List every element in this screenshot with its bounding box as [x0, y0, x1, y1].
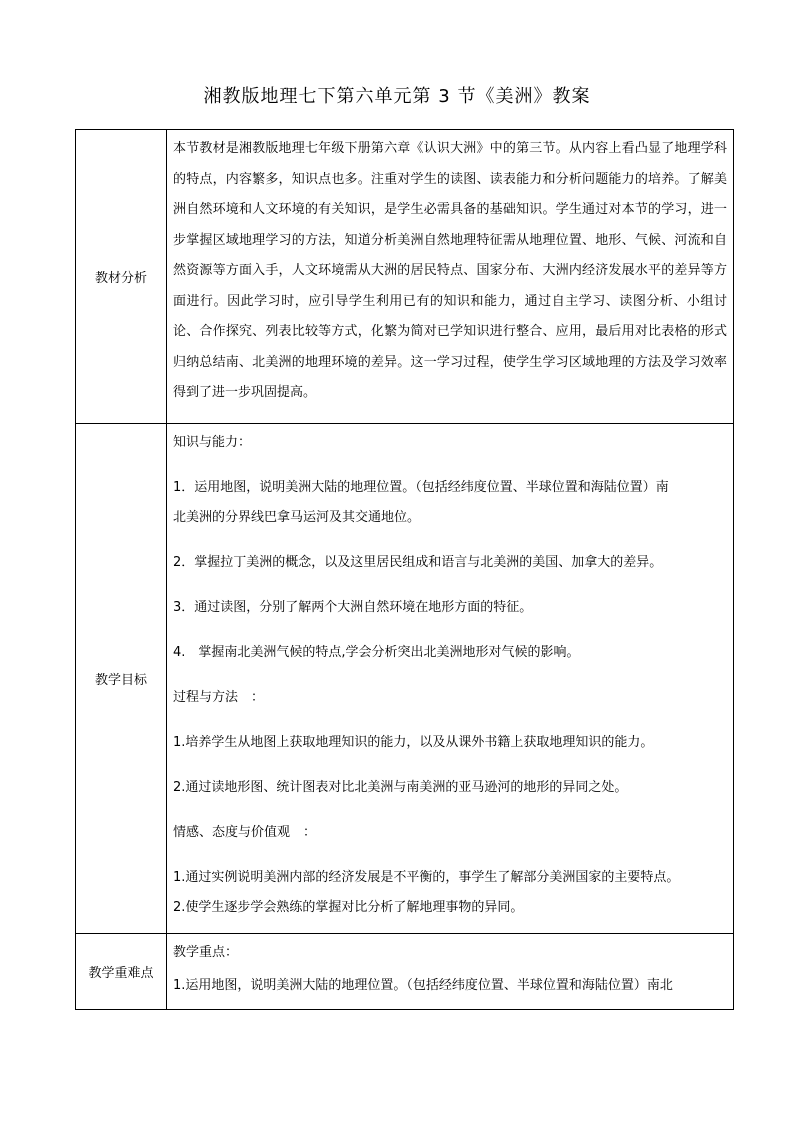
- analysis-content: [167, 130, 734, 424]
- process-item-1: 1.培养学生从地图上获取地理知识的能力，以及从课外书籍上获取地理知识的能力。: [173, 735, 654, 750]
- table-row-keypoints: [76, 934, 734, 1010]
- keypoints-item-1: 1.运用地图，说明美洲大陆的地理位置。（包括经纬度位置、半球位置和海陆位置）南北: [173, 978, 673, 993]
- objectives-content: [167, 424, 734, 934]
- document-title: 湘教版地理七下第六单元第 3 节《美洲》教案: [203, 86, 591, 107]
- process-heading: 过程与方法 ：: [173, 690, 265, 705]
- lesson-plan-table: [75, 129, 734, 1010]
- process-item-2: 2.通过读地形图、统计图表对比北美洲与南美洲的亚马逊河的地形的异同之处。: [173, 780, 628, 795]
- table-row-objectives: [76, 424, 734, 934]
- knowledge-item-3: 3．通过读图，分别了解两个大洲自然环境在地形方面的特征。: [173, 600, 533, 615]
- emotion-heading: 情感、态度与价值观 ：: [173, 825, 317, 840]
- keypoints-heading: 教学重点：: [173, 945, 239, 960]
- knowledge-heading: 知识与能力：: [173, 435, 252, 450]
- keypoints-content: [167, 934, 734, 1010]
- knowledge-item-1-line-2: 北美洲的分界线巴拿马运河及其交通地位。: [173, 510, 421, 525]
- table-row-analysis: [76, 130, 734, 424]
- knowledge-item-1-line-1: 1．运用地图，说明美洲大陆的地理位置。（包括经纬度位置、半球位置和海陆位置）南: [173, 480, 669, 495]
- emotion-item-1: 1.通过实例说明美洲内部的经济发展是不平衡的，事学生了解部分美洲国家的主要特点。: [173, 870, 680, 885]
- row-label-keypoints: 教学重难点: [76, 934, 167, 1010]
- analysis-paragraph: 本节教材是湘教版地理七年级下册第六章《认识大洲》中的第三节。从内容上看凸显了地理学科的特点，内容繁多，知识点也多。注重对学生的读图、读表能力和分析问题能力的培养。了解美洲自然环境和人文环境的有关知识，是学生必需具备的基础知识。学生通过对本节的学习，进一步掌握区域地理学习的方法，知道分析美洲自然地理特征需从地理位置、地形、气候、河流和自然资源等方面入手，人文环境需从大洲的居民特点、国家分布、大洲内经济发展水平的差异等方面进行。因此学习时，应引导学生利用已有的知识和能力，通过自主学习、读图分析、小组讨论、合作探究、列表比较等方式，化繁为简对已学知识进行整合、应用，最后用对比表格的形式归纳总结南、北美洲的地理环境的差异。这一学习过程，使学生学习区域地理的方法及学习效率得到了进一步巩固提高。: [173, 141, 727, 400]
- knowledge-item-4: 4. 掌握南北美洲气候的特点,学会分析突出北美洲地形对气候的影响。: [173, 645, 580, 660]
- row-label-objectives: 教学目标: [76, 424, 167, 934]
- knowledge-item-2: 2．掌握拉丁美洲的概念，以及这里居民组成和语言与北美洲的美国、加拿大的差异。: [173, 555, 663, 570]
- row-label-analysis: 教材分析: [76, 130, 167, 424]
- emotion-item-2: 2.使学生逐步学会熟练的掌握对比分析了解地理事物的异同。: [173, 900, 524, 915]
